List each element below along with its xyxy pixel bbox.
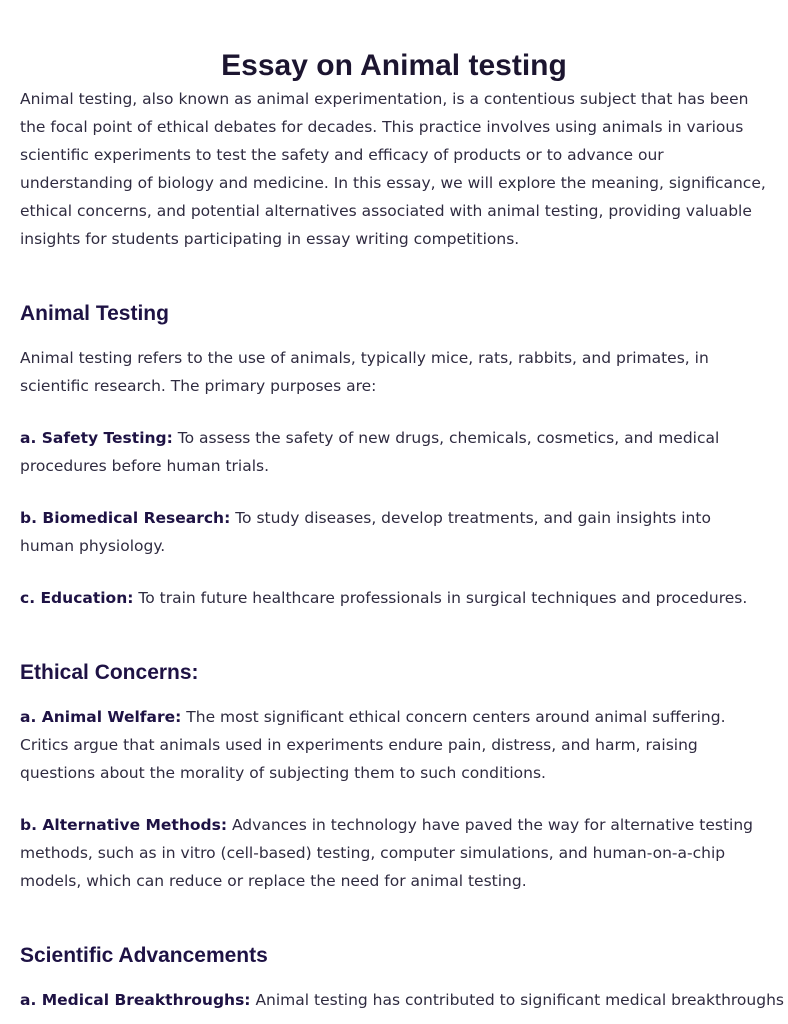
section-heading-scientific-advancements: Scientific Advancements [20, 944, 268, 967]
item-text: To study diseases, develop treatments, and gain insights into human physiology. [20, 509, 711, 555]
list-item [20, 424, 768, 480]
item-text: To train future healthcare professionals in surgical techniques and procedures. [133, 589, 748, 607]
item-label: a. Safety Testing: [20, 429, 173, 447]
list-item [20, 703, 768, 787]
list-item [20, 811, 768, 895]
item-label: a. Animal Welfare: [20, 708, 182, 726]
section-heading-ethical-concerns: Ethical Concerns: [20, 661, 199, 684]
section-lead: Animal testing refers to the use of animals, typically mice, rats, rabbits, and primates, in scientific research. The primary purposes are: [20, 349, 709, 395]
list-item [20, 584, 768, 612]
intro-paragraph: Animal testing, also known as animal experimentation, is a contentious subject that has been the focal point of ethical debates for decades. This practice involves using animals in various scientific experiments to test the safety and efficacy of products or to advance our understanding of biology and medicine. In this essay, we will explore the meaning, significance, ethical concerns, and potential alternatives associated with animal testing, providing valuable insights for students participating in essay writing competitions. [20, 90, 766, 248]
item-label: b. Alternative Methods: [20, 816, 228, 834]
list-item [20, 986, 784, 1014]
item-text: Advances in technology have paved the way for alternative testing methods, such as in vitro (cell-based) testing, computer simulations, and human-on-a-chip models, which can reduce or replace the need for animal testing. [20, 816, 753, 890]
item-text: To assess the safety of new drugs, chemicals, cosmetics, and medical procedures before human trials. [20, 429, 720, 475]
item-label: a. Medical Breakthroughs: [20, 991, 251, 1009]
item-label: c. Education: [20, 589, 134, 607]
item-label: b. Biomedical Research: [20, 509, 231, 527]
section-heading-animal-testing: Animal Testing [20, 302, 169, 325]
item-text: The most significant ethical concern centers around animal suffering. Critics argue that animals used in experiments endure pain, distress, and harm, raising questions about the morality of subjecting them to such conditions. [20, 708, 726, 782]
list-item [20, 504, 768, 560]
item-text: Animal testing has contributed to significant medical breakthroughs [250, 991, 784, 1009]
page-title: Essay on Animal testing [221, 49, 567, 82]
